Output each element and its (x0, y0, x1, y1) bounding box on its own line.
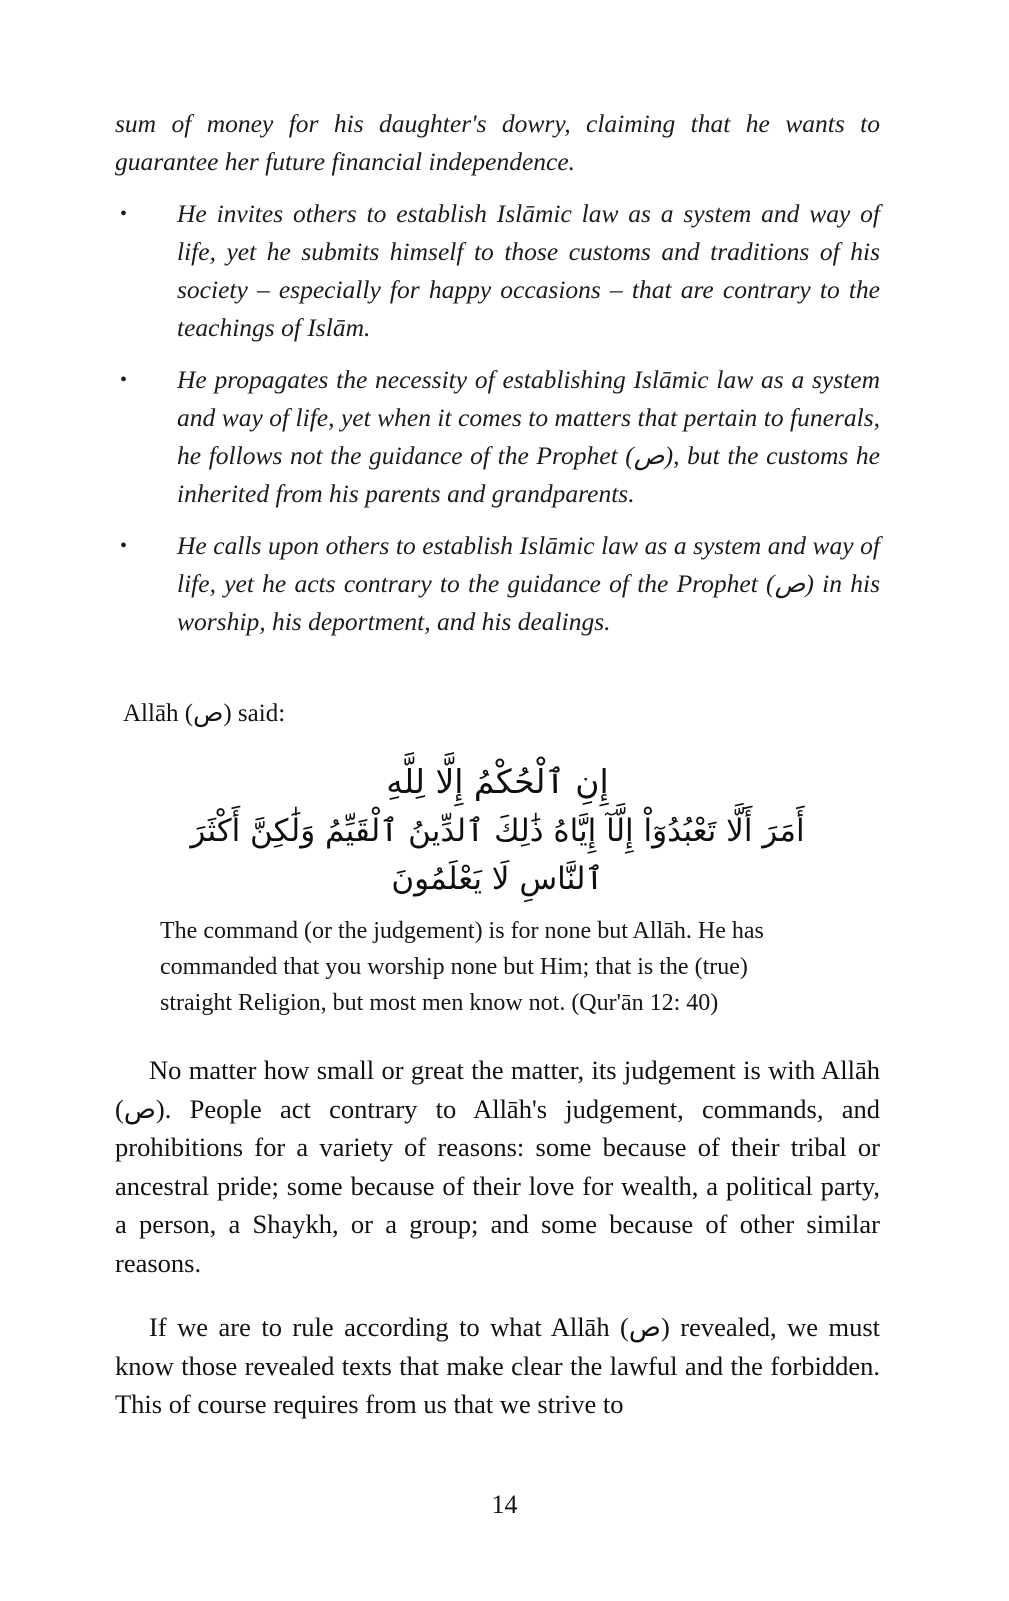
lead-paragraph: sum of money for his daughter's dowry, claiming that he wants to guarantee her future financial independence. (115, 109, 880, 176)
arabic-line-2: أَمَرَ أَلَّا تَعْبُدُوٓاْ إِلَّآ إِيَّاهُ ذَٰلِكَ ٱلدِّينُ ٱلْقَيِّمُ وَلَٰكِنَّ أَكْثَرَ (190, 813, 805, 850)
list-item (115, 361, 880, 513)
body-paragraph: If we are to rule according to what Allāh (ص) revealed, we must know those revealed texts that make clear the lawful and the forbidden. This of course requires from us that we strive to (115, 1312, 881, 1420)
bullet-dot-icon: • (120, 535, 128, 557)
page-content (115, 105, 880, 1424)
list-item (115, 195, 880, 347)
page-number: 14 (491, 1490, 518, 1519)
list-item (115, 527, 880, 641)
arabic-line-1: إِنِ ٱلْحُكْمُ إِلَّا لِلَّهِ (386, 762, 609, 801)
arabic-quran-verse (115, 756, 880, 903)
intro-section (115, 105, 880, 641)
body-paragraph: No matter how small or great the matter, its judgement is with Allāh (ص). People act contrary to Allāh's judgement, commands, and prohibitions for a variety of reasons: some because of their tribal or ancestral pride; some because of their love for wealth, a political party, a person, a Shaykh, or a group; and some because of other similar reasons. (115, 1055, 880, 1278)
bullet-dot-icon: • (120, 369, 128, 391)
quote-attribution: Allāh (ص) said: (123, 700, 286, 727)
bullet-dot-icon: • (120, 203, 128, 225)
list-item-text: He calls upon others to establish Islāmic law as a system and way of life, yet he acts contrary to the guidance of the Prophet (ص) in his worship, his deportment, and his dealings. (177, 531, 880, 636)
quote-translation: The command (or the judgement) is for none but Allāh. He has commanded that you worship none but Him; that is the (true) straight Religion, but most men know not. (Qur'ān 12: 40) (160, 918, 764, 1017)
list-item-text: He invites others to establish Islāmic law as a system and way of life, yet he submits himself to those customs and traditions of his society – especially for happy occasions – that are contrary to the teachings of Islām. (177, 199, 880, 342)
arabic-line-3: ٱلنَّاسِ لَا يَعْلَمُونَ (391, 861, 604, 898)
list-item-text: He propagates the necessity of establishing Islāmic law as a system and way of life, yet when it comes to matters that pertain to funerals, he follows not the guidance of the Prophet (ص), but the customs he inherited from his parents and grandparents. (177, 365, 880, 508)
